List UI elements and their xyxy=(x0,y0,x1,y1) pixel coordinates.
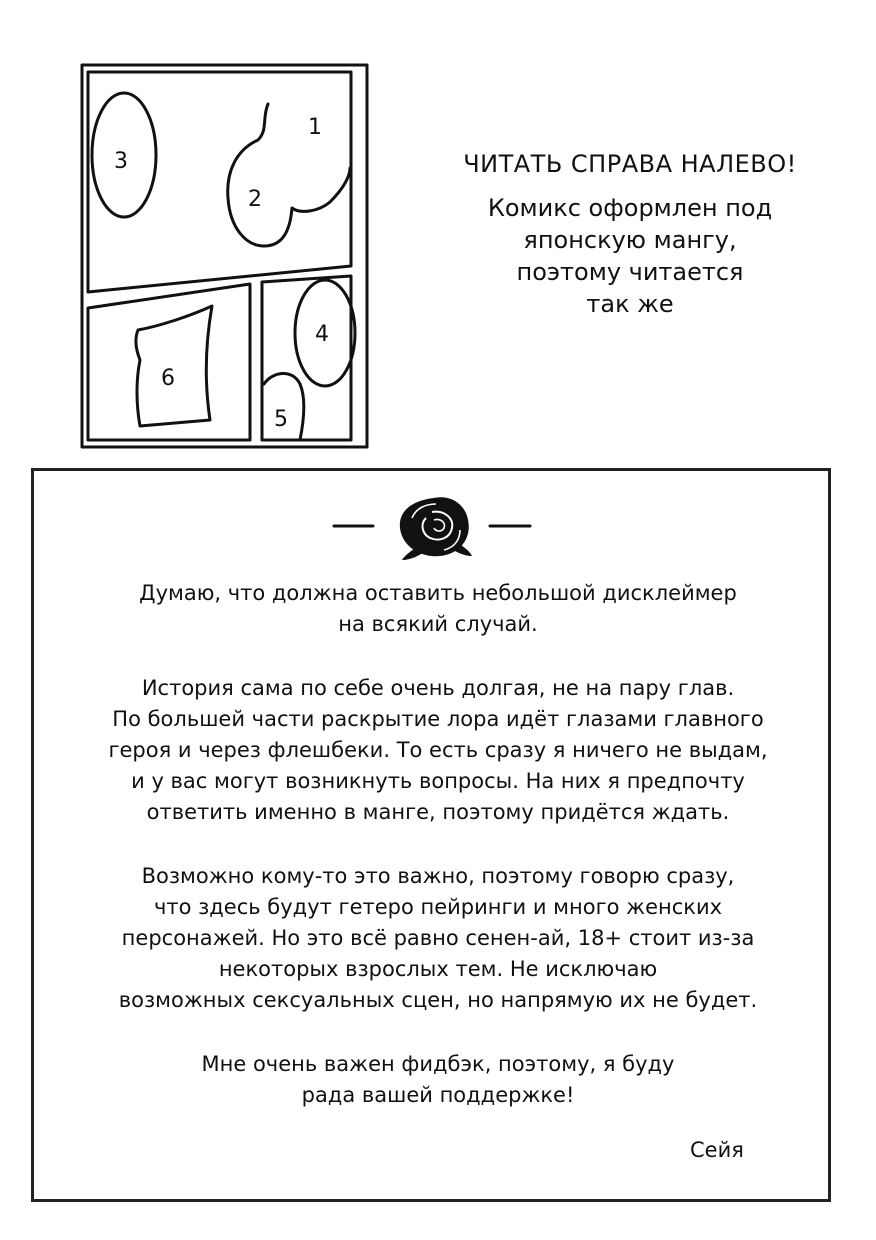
panel-number-5: 5 xyxy=(274,407,288,432)
panel-number-4: 4 xyxy=(315,322,329,347)
text-line: рада вашей поддержке! xyxy=(301,1083,575,1107)
note-line: так же xyxy=(586,290,674,318)
panel-number-3: 3 xyxy=(114,149,128,174)
ornament-divider xyxy=(0,0,876,580)
paragraph xyxy=(0,1049,876,1111)
text-line: персонажей. Но это всё равно сенен-ай, 18+ стоит из-за xyxy=(121,926,755,950)
text-line: Думаю, что должна оставить небольшой дисклеймер xyxy=(139,581,737,605)
text-line: некоторых взрослых тем. Не исключаю xyxy=(218,957,658,981)
note-line: Комикс оформлен под xyxy=(487,194,773,222)
text-line: ответить именно в манге, поэтому придётся ждать. xyxy=(146,800,730,824)
text-line: По большей части раскрытие лора идёт глазами главного xyxy=(112,707,764,731)
disclaimer-text xyxy=(0,578,876,1144)
text-line: героя и через флешбеки. То есть сразу я ничего не выдам, xyxy=(108,738,768,762)
reading-direction-title: ЧИТАТЬ СПРАВА НАЛЕВО! xyxy=(463,150,797,178)
paragraph xyxy=(0,578,876,640)
panel-number-1: 1 xyxy=(308,115,322,140)
text-line: что здесь будут гетеро пейринги и много женских xyxy=(153,895,723,919)
panel-number-2: 2 xyxy=(248,187,262,212)
paragraph xyxy=(0,861,876,1016)
text-line: История сама по себе очень долгая, не на пару глав. xyxy=(141,676,735,700)
text-line: возможных сексуальных сцен, но напрямую их не будет. xyxy=(118,988,758,1012)
rose-icon xyxy=(400,497,472,560)
note-line: поэтому читается xyxy=(516,258,744,286)
panel-number-6: 6 xyxy=(161,366,175,391)
text-line: Возможно кому-то это важно, поэтому говорю сразу, xyxy=(141,864,735,888)
text-line: Мне очень важен фидбэк, поэтому, я буду xyxy=(201,1052,675,1076)
text-line: на всякий случай. xyxy=(338,612,538,636)
paragraph xyxy=(0,673,876,828)
text-line: и у вас могут возникнуть вопросы. На них я предпочту xyxy=(131,769,745,793)
note-line: японскую мангу, xyxy=(523,226,737,254)
signature: Сейя xyxy=(690,1138,744,1162)
